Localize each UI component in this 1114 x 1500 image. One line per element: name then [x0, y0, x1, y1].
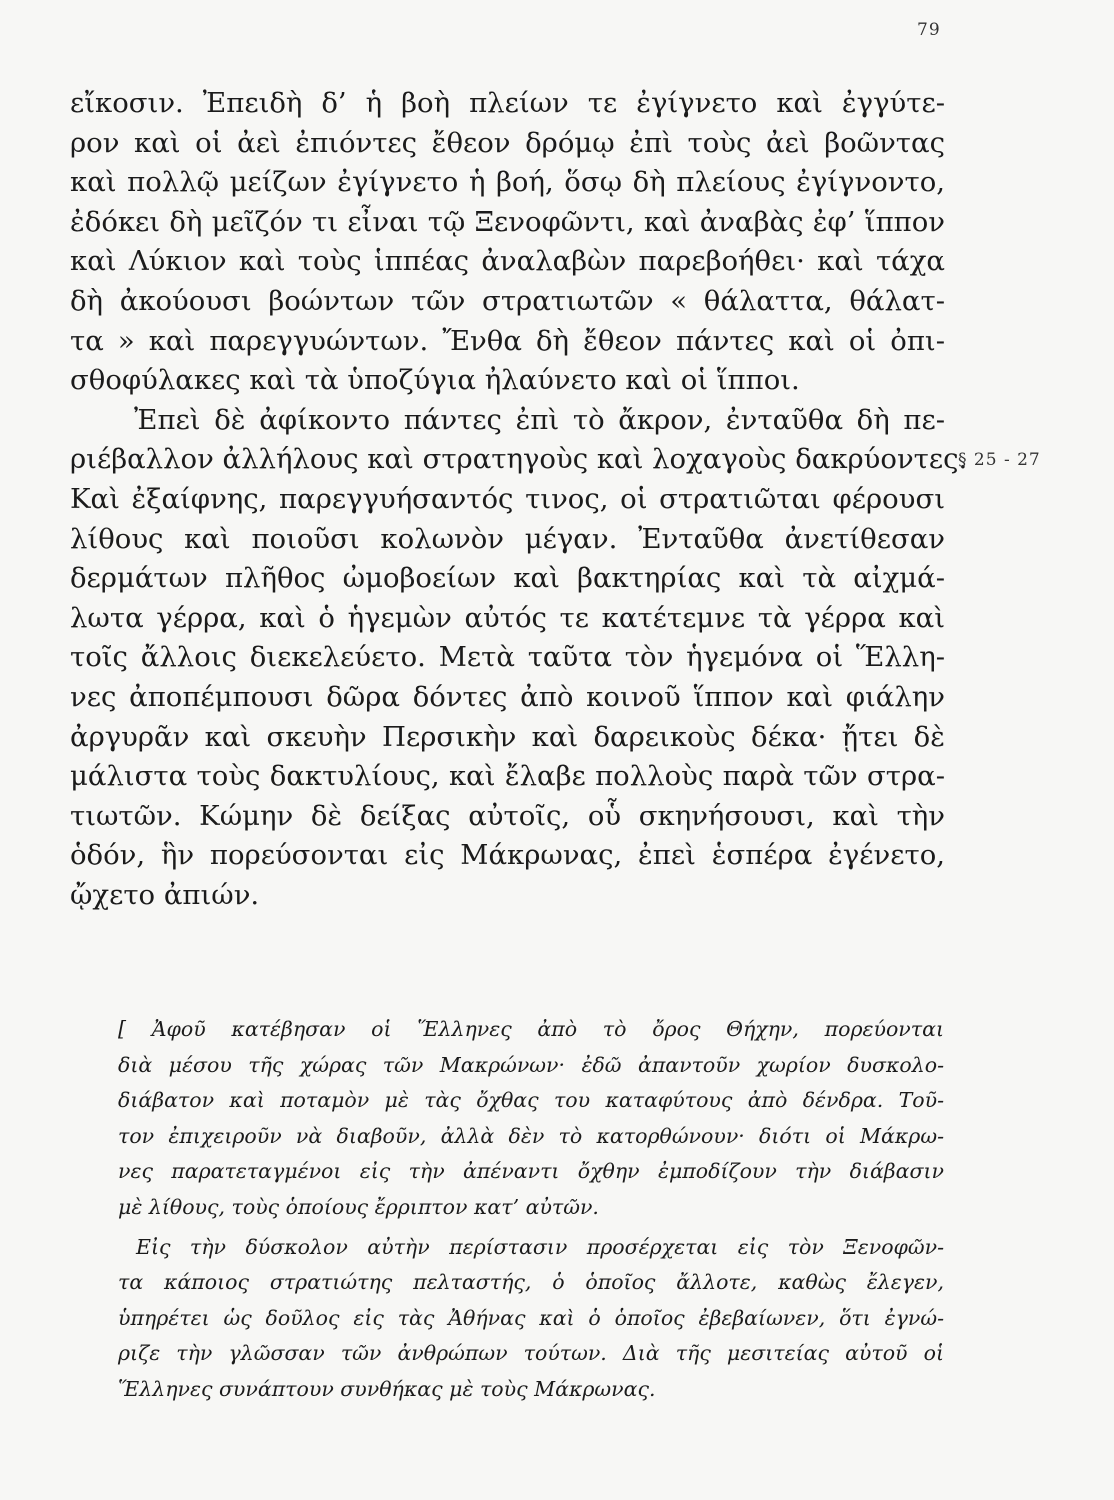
text-line: μάλιστα τοὺς δακτυλίους, καὶ ἔλαβε πολλοὺς παρὰ τῶν στρα-: [70, 760, 945, 793]
summary-line: διάβατον καὶ ποταμὸν μὲ τὰς ὄχθας του καταφύτους ἀπὸ δένδρα. Τοῦ-: [118, 1088, 944, 1113]
text-line: Ἐπεὶ δὲ ἀφίκοντο πάντες ἐπὶ τὸ ἄκρον, ἐνταῦθα δὴ πε-: [134, 403, 945, 436]
text-line: τοῖς ἄλλοις διεκελεύετο. Μετὰ ταῦτα τὸν ἡγεμόνα οἱ Ἕλλη-: [70, 641, 945, 674]
text-line: τα » καὶ παρεγγυώντων. Ἔνθα δὴ ἔθεον πάντες καὶ οἱ ὀπι-: [70, 324, 945, 357]
summary-line: [ Ἀφοῦ κατέβησαν οἱ Ἕλληνες ἀπὸ τὸ ὄρος Θήχην, πορεύονται: [118, 1017, 944, 1041]
summary-line: ριζε τὴν γλῶσσαν τῶν ἀνθρώπων τούτων. Διὰ τῆς μεσιτείας αὐτοῦ οἱ: [118, 1341, 944, 1366]
summary-line: τον ἐπιχειροῦν νὰ διαβοῦν, ἀλλὰ δὲν τὸ κατορθώνουν· διότι οἱ Μάκρω-: [118, 1123, 944, 1148]
main-greek-text: [70, 84, 968, 915]
summary-line: νες παρατεταγμένοι εἰς τὴν ἀπέναντι ὄχθην ἐμποδίζουν τὴν διάβασιν: [118, 1159, 944, 1184]
summary-line: μὲ λίθους, τοὺς ὁποίους ἔρριπτον κατ’ αὐτῶν.: [118, 1194, 599, 1219]
summary-block: [118, 1012, 944, 1408]
summary-line: Εἰς τὴν δύσκολον αὐτὴν περίστασιν προσέρχεται εἰς τὸν Ξενοφῶν-: [136, 1234, 944, 1259]
text-line: ἐδόκει δὴ μεῖζόν τι εἶναι τῷ Ξενοφῶντι, καὶ ἀναβὰς ἐφ’ ἵππον: [70, 205, 945, 238]
page-number: 79: [917, 20, 941, 40]
text-line: λωτα γέρρα, καὶ ὁ ἡγεμὼν αὐτός τε κατέτεμνε τὰ γέρρα καὶ: [70, 601, 945, 634]
text-line: σθοφύλακες καὶ τὰ ὑποζύγια ἠλαύνετο καὶ οἱ ἵπποι.: [70, 364, 800, 397]
text-line: καὶ πολλῷ μείζων ἐγίγνετο ἡ βοή, ὅσῳ δὴ πλείους ἐγίγνοντο,: [70, 166, 945, 199]
text-line: ὁδόν, ἣν πορεύσονται εἰς Μάκρωνας, ἐπεὶ ἑσπέρα ἐγένετο,: [70, 839, 945, 872]
text-line: λίθους καὶ ποιοῦσι κολωνὸν μέγαν. Ἐνταῦθα ἀνετίθεσαν: [70, 522, 945, 555]
text-line: Καὶ ἐξαίφνης, παρεγγυήσαντός τινος, οἱ στρατιῶται φέρουσι: [70, 482, 945, 515]
text-line: δερμάτων πλῆθος ὠμοβοείων καὶ βακτηρίας καὶ τὰ αἰχμά-: [70, 562, 945, 595]
text-line: καὶ Λύκιον καὶ τοὺς ἱππέας ἀναλαβὼν παρεβοήθει· καὶ τάχα: [70, 245, 945, 278]
text-line: ριέβαλλον ἀλλήλους καὶ στρατηγοὺς καὶ λοχαγοὺς δακρύοντες.: [70, 443, 968, 476]
text-line: νες ἀποπέμπουσι δῶρα δόντες ἀπὸ κοινοῦ ἵππον καὶ φιάλην: [70, 680, 945, 713]
text-line: ρον καὶ οἱ ἀεὶ ἐπιόντες ἔθεον δρόμῳ ἐπὶ τοὺς ἀεὶ βοῶντας: [70, 126, 945, 159]
summary-line: διὰ μέσου τῆς χώρας τῶν Μακρώνων· ἐδῶ ἀπαντοῦν χωρίον δυσκολο-: [118, 1052, 944, 1077]
text-line: τιωτῶν. Κώμην δὲ δείξας αὐτοῖς, οὗ σκηνήσουσι, καὶ τὴν: [70, 799, 945, 832]
summary-line: Ἕλληνες συνάπτουν συνθήκας μὲ τοὺς Μάκρωνας.: [118, 1376, 656, 1401]
summary-line: ὑπηρέτει ὡς δοῦλος εἰς τὰς Ἀθήνας καὶ ὁ ὁποῖος ἐβεβαίωνεν, ὅτι ἐγνώ-: [118, 1305, 944, 1330]
text-line: ᾤχετο ἀπιών.: [70, 878, 260, 911]
margin-section-reference: § 25 - 27: [958, 450, 1041, 470]
summary-line: τα κάποιος στρατιώτης πελταστής, ὁ ὁποῖος ἄλλοτε, καθὼς ἔλεγεν,: [118, 1270, 944, 1295]
text-line: ἀργυρᾶν καὶ σκευὴν Περσικὴν καὶ δαρεικοὺς δέκα· ᾔτει δὲ: [70, 720, 945, 753]
text-line: δὴ ἀκούουσι βοώντων τῶν στρατιωτῶν « θάλαττα, θάλατ-: [70, 284, 945, 317]
text-line: εἴκοσιν. Ἐπειδὴ δ’ ἡ βοὴ πλείων τε ἐγίγνετο καὶ ἐγγύτε-: [70, 87, 945, 119]
